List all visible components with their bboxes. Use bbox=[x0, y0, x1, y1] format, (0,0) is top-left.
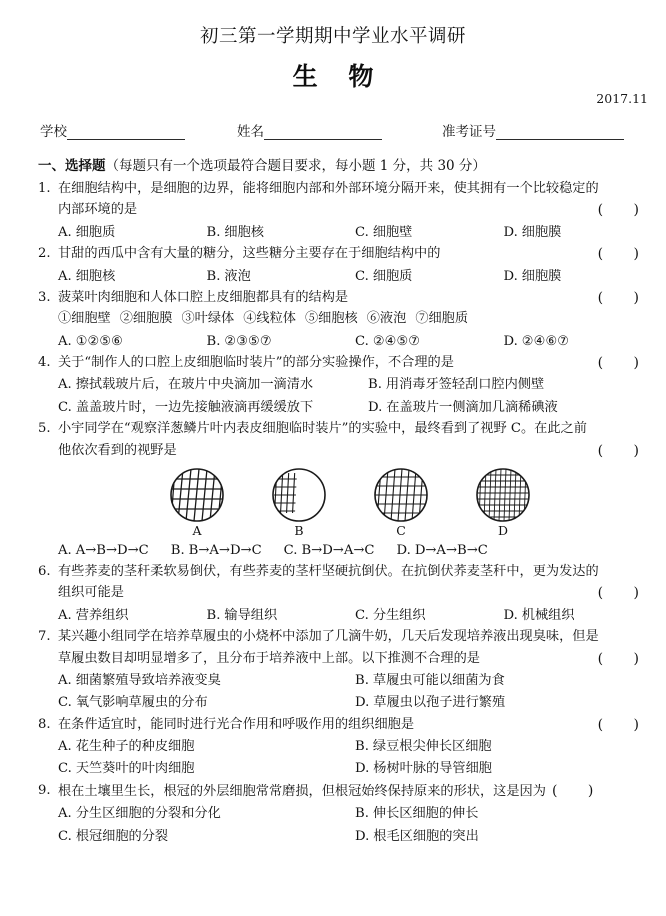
option-text: 伸长区细胞的伸长 bbox=[372, 806, 479, 822]
microscope-field-c-icon bbox=[373, 467, 429, 523]
question-8 bbox=[0, 714, 666, 780]
option-b[interactable] bbox=[368, 374, 544, 395]
question-stem-cont: 草履虫数目却明显增多了，且分布于培养液中上部。以下推测不合理的是 bbox=[58, 650, 480, 666]
answer-bracket[interactable]: ( ) bbox=[597, 716, 652, 733]
option-key: A. bbox=[58, 672, 72, 688]
option-key: A. bbox=[58, 542, 72, 558]
option-text: 细胞壁 bbox=[372, 224, 413, 240]
options-row bbox=[38, 266, 652, 287]
option-text: 细菌繁殖导致培养液变臭 bbox=[75, 672, 221, 688]
options-row bbox=[38, 692, 652, 713]
option-a[interactable] bbox=[58, 374, 368, 395]
option-key: D. bbox=[503, 268, 518, 284]
option-key: D. bbox=[355, 828, 370, 844]
section-number: 一、 bbox=[38, 158, 65, 174]
option-a[interactable] bbox=[58, 540, 149, 561]
option-b[interactable] bbox=[355, 803, 652, 824]
structure-item-1: ①细胞壁 bbox=[58, 311, 111, 327]
option-text: 花生种子的种皮细胞 bbox=[75, 739, 195, 754]
name-input-rule[interactable] bbox=[264, 126, 382, 140]
figure-label-c: C bbox=[396, 522, 406, 538]
option-d[interactable] bbox=[355, 758, 652, 779]
option-d[interactable] bbox=[355, 692, 652, 713]
microscope-field-figures bbox=[38, 467, 652, 538]
option-key: B. bbox=[206, 333, 221, 349]
option-key: B. bbox=[206, 607, 221, 623]
option-d[interactable] bbox=[397, 540, 488, 561]
option-text: 机械组织 bbox=[521, 607, 575, 623]
option-key: C. bbox=[283, 542, 298, 558]
option-c[interactable] bbox=[284, 540, 375, 561]
question-stem: 甘甜的西瓜中含有大量的糖分，这些糖分主要存在于细胞结构中的 bbox=[58, 246, 441, 262]
option-text: 营养组织 bbox=[75, 607, 129, 623]
option-key: A. bbox=[58, 377, 72, 393]
option-d[interactable] bbox=[368, 397, 558, 418]
option-key: B. bbox=[355, 672, 369, 688]
options-row bbox=[38, 605, 652, 626]
option-key: B. bbox=[170, 542, 185, 558]
answer-bracket[interactable]: ( ) bbox=[597, 650, 652, 667]
option-key: B. bbox=[355, 806, 369, 822]
exam-number-label: 准考证号 bbox=[442, 124, 496, 140]
option-c[interactable] bbox=[355, 605, 504, 626]
question-7 bbox=[0, 626, 666, 714]
option-key: C. bbox=[355, 607, 369, 623]
option-text: 用消毒牙签轻刮口腔内侧壁 bbox=[385, 377, 545, 393]
option-b[interactable] bbox=[207, 605, 356, 626]
question-stem-cont: 组织可能是 bbox=[58, 585, 124, 601]
option-key: D. bbox=[355, 695, 370, 711]
answer-bracket[interactable]: ( ) bbox=[597, 202, 652, 219]
option-d[interactable] bbox=[504, 331, 653, 352]
option-key: A. bbox=[58, 806, 72, 822]
option-c[interactable] bbox=[58, 397, 368, 418]
name-field[interactable] bbox=[237, 120, 382, 140]
option-a[interactable] bbox=[58, 670, 355, 691]
options-row bbox=[38, 670, 652, 691]
options-row bbox=[38, 222, 652, 243]
figure-a bbox=[169, 467, 225, 538]
question-4 bbox=[0, 352, 666, 418]
option-text: 杨树叶脉的导管细胞 bbox=[373, 761, 492, 777]
exam-number-input-rule[interactable] bbox=[496, 126, 624, 140]
option-b[interactable] bbox=[207, 331, 356, 352]
school-field[interactable] bbox=[40, 120, 185, 140]
question-number: 9. bbox=[38, 782, 51, 798]
structure-item-5: ⑤细胞核 bbox=[305, 311, 358, 327]
option-text: 绿豆根尖伸长区细胞 bbox=[372, 739, 492, 754]
option-d[interactable] bbox=[504, 605, 653, 626]
option-text: 细胞核 bbox=[224, 224, 264, 240]
name-label: 姓名 bbox=[237, 124, 264, 140]
structure-item-7: ⑦细胞质 bbox=[415, 311, 469, 327]
option-text: 分生组织 bbox=[372, 607, 426, 623]
figure-b bbox=[271, 467, 327, 538]
question-stem-cont: 他依次看到的视野是 bbox=[58, 442, 177, 458]
option-key: D. bbox=[503, 224, 518, 240]
option-text: 草履虫以孢子进行繁殖 bbox=[373, 695, 506, 711]
option-c[interactable] bbox=[58, 758, 355, 779]
option-text: 根冠细胞的分裂 bbox=[75, 828, 169, 844]
option-key: C. bbox=[355, 224, 369, 240]
option-key: D. bbox=[368, 399, 383, 415]
option-text: 细胞质 bbox=[75, 224, 116, 240]
structure-item-list bbox=[38, 308, 652, 329]
option-b[interactable] bbox=[355, 670, 652, 691]
question-stem: 在细胞结构中，是细胞的边界，能将细胞内部和外部环境分隔开来，使其拥有一个比较稳定的 bbox=[58, 181, 599, 196]
option-text: ②④⑤⑦ bbox=[372, 333, 421, 349]
option-text: 盖盖玻片时，一边先接触液滴再缓缓放下 bbox=[75, 399, 314, 415]
question-number: 8. bbox=[38, 716, 51, 732]
options-row bbox=[38, 331, 652, 352]
option-key: C. bbox=[355, 268, 369, 284]
question-number: 3. bbox=[38, 289, 51, 305]
option-a[interactable] bbox=[58, 803, 355, 824]
option-key: C. bbox=[58, 399, 72, 415]
school-label: 学校 bbox=[40, 124, 67, 140]
question-5 bbox=[0, 418, 666, 561]
option-key: D. bbox=[503, 333, 518, 349]
option-a[interactable] bbox=[58, 222, 207, 243]
option-text: 细胞质 bbox=[372, 268, 413, 284]
option-text: 细胞膜 bbox=[521, 224, 562, 240]
option-text: ②④⑥⑦ bbox=[521, 333, 570, 349]
option-text: 草履虫可能以细菌为食 bbox=[372, 672, 505, 688]
option-key: A. bbox=[58, 268, 72, 284]
option-text: ①②⑤⑥ bbox=[75, 333, 124, 349]
options-row bbox=[38, 374, 652, 395]
exam-paper-page bbox=[0, 22, 666, 916]
option-text: 输导组织 bbox=[224, 607, 278, 623]
option-key: C. bbox=[58, 828, 72, 844]
option-c[interactable] bbox=[58, 826, 355, 847]
option-text: 分生区细胞的分裂和分化 bbox=[75, 806, 221, 822]
structure-item-2: ②细胞膜 bbox=[119, 311, 173, 327]
answer-bracket[interactable]: ( ) bbox=[597, 289, 652, 306]
question-stem: 小宇同学在“观察洋葱鳞片叶内表皮细胞临时装片”的实验中，最终看到了视野 C。在此之前 bbox=[58, 421, 587, 437]
option-text: 在盖玻片一侧滴加几滴稀碘液 bbox=[386, 399, 558, 415]
options-row bbox=[38, 803, 652, 824]
question-number: 7. bbox=[38, 629, 51, 645]
options-row bbox=[38, 736, 652, 757]
microscope-field-a-icon bbox=[169, 467, 225, 523]
section-instructions: （每题只有一个选项最符合题目要求，每小题 1 分，共 30 分） bbox=[105, 158, 486, 174]
option-d[interactable] bbox=[504, 266, 653, 287]
subject-title: 生 物 bbox=[292, 62, 385, 91]
microscope-field-b-icon bbox=[271, 467, 327, 523]
option-d[interactable] bbox=[355, 826, 652, 847]
question-number: 1. bbox=[38, 181, 51, 196]
figure-label-a: A bbox=[192, 522, 202, 538]
question-3 bbox=[0, 287, 666, 352]
answer-bracket[interactable]: ( ) bbox=[551, 782, 607, 799]
answer-bracket[interactable]: ( ) bbox=[597, 246, 652, 263]
option-key: B. bbox=[206, 268, 221, 284]
student-info-line bbox=[0, 120, 666, 140]
question-stem: 关于“制作人的口腔上皮细胞临时装片”的部分实验操作，不合理的是 bbox=[58, 355, 454, 370]
option-a[interactable] bbox=[58, 331, 207, 352]
subject-row bbox=[0, 60, 666, 104]
option-text: B→D→A→C bbox=[301, 542, 375, 558]
figure-d bbox=[475, 467, 531, 538]
figure-c bbox=[373, 467, 429, 538]
option-key: C. bbox=[58, 695, 72, 711]
options-row bbox=[38, 397, 652, 418]
figure-label-b: B bbox=[294, 522, 304, 538]
question-number: 4. bbox=[38, 355, 51, 370]
figure-label-d: D bbox=[497, 522, 509, 538]
option-key: D. bbox=[396, 542, 411, 558]
option-b[interactable] bbox=[207, 222, 356, 243]
option-text: 氧气影响草履虫的分布 bbox=[75, 695, 208, 711]
option-text: ②③⑤⑦ bbox=[224, 333, 272, 349]
options-row bbox=[38, 826, 652, 847]
option-key: D. bbox=[355, 761, 370, 777]
question-2 bbox=[0, 243, 666, 287]
question-9 bbox=[0, 780, 666, 847]
structure-item-6: ⑥液泡 bbox=[366, 311, 407, 327]
option-b[interactable] bbox=[355, 736, 652, 757]
option-key: A. bbox=[58, 224, 72, 240]
question-stem: 根在土壤里生长，根冠的外层细胞常常磨损，但根冠始终保持原来的形状，这是因为 bbox=[58, 783, 546, 799]
exam-number-field[interactable] bbox=[442, 120, 624, 140]
option-key: A. bbox=[58, 333, 72, 349]
option-key: C. bbox=[58, 761, 72, 777]
option-text: 擦拭载玻片后，在玻片中央滴加一滴清水 bbox=[75, 377, 314, 393]
option-d[interactable] bbox=[504, 222, 653, 243]
question-stem: 某兴趣小组同学在培养草履虫的小烧杯中添加了几滴牛奶，几天后发现培养液出现臭味，但是 bbox=[58, 629, 599, 645]
section-name: 选择题 bbox=[65, 158, 106, 174]
option-text: 天竺葵叶的叶肉细胞 bbox=[75, 761, 195, 777]
option-c[interactable] bbox=[355, 222, 504, 243]
structure-item-3: ③叶绿体 bbox=[181, 311, 235, 327]
option-key: C. bbox=[355, 333, 369, 349]
options-row bbox=[38, 540, 652, 561]
structure-item-4: ④线粒体 bbox=[243, 311, 296, 327]
option-text: 根毛区细胞的突出 bbox=[373, 828, 479, 844]
options-row bbox=[38, 758, 652, 779]
question-number: 6. bbox=[38, 564, 51, 579]
page-header bbox=[0, 22, 666, 140]
option-key: B. bbox=[206, 224, 221, 240]
question-6 bbox=[0, 561, 666, 626]
option-b[interactable] bbox=[207, 266, 356, 287]
option-key: B. bbox=[368, 377, 382, 393]
option-text: 细胞膜 bbox=[521, 268, 562, 284]
option-text: 细胞核 bbox=[75, 268, 116, 284]
option-a[interactable] bbox=[58, 605, 207, 626]
answer-bracket[interactable]: ( ) bbox=[597, 585, 652, 602]
answer-bracket[interactable]: ( ) bbox=[597, 442, 652, 459]
question-stem-cont: 内部环境的是 bbox=[58, 202, 138, 218]
exam-date: 2017.11 bbox=[596, 91, 648, 106]
option-a[interactable] bbox=[58, 266, 207, 287]
option-key: D. bbox=[503, 607, 518, 623]
microscope-field-d-icon bbox=[475, 467, 531, 523]
option-c[interactable] bbox=[355, 266, 504, 287]
question-number: 5. bbox=[38, 421, 51, 437]
school-input-rule[interactable] bbox=[67, 126, 185, 140]
exam-title: 初三第一学期期中学业水平调研 bbox=[199, 26, 466, 47]
answer-bracket[interactable]: ( ) bbox=[597, 355, 652, 371]
question-1 bbox=[0, 178, 666, 243]
question-number: 2. bbox=[38, 246, 51, 262]
question-stem: 在条件适宜时，能同时进行光合作用和呼吸作用的组织细胞是 bbox=[58, 716, 415, 732]
option-text: D→A→B→C bbox=[414, 542, 488, 558]
question-stem: 有些荞麦的茎秆柔软易倒伏，有些荞麦的茎杆坚硬抗倒伏。在抗倒伏荞麦茎秆中，更为发达的 bbox=[58, 564, 599, 579]
question-stem: 菠菜叶肉细胞和人体口腔上皮细胞都具有的结构是 bbox=[58, 289, 349, 305]
option-a[interactable] bbox=[58, 736, 355, 757]
option-key: A. bbox=[58, 739, 72, 754]
option-text: B→A→D→C bbox=[188, 542, 262, 558]
option-key: A. bbox=[58, 607, 72, 623]
option-c[interactable] bbox=[355, 331, 504, 352]
option-b[interactable] bbox=[171, 540, 262, 561]
section-heading bbox=[0, 154, 666, 174]
option-text: A→B→D→C bbox=[75, 542, 149, 558]
option-c[interactable] bbox=[58, 692, 355, 713]
option-text: 液泡 bbox=[224, 268, 251, 284]
option-key: B. bbox=[355, 739, 369, 754]
